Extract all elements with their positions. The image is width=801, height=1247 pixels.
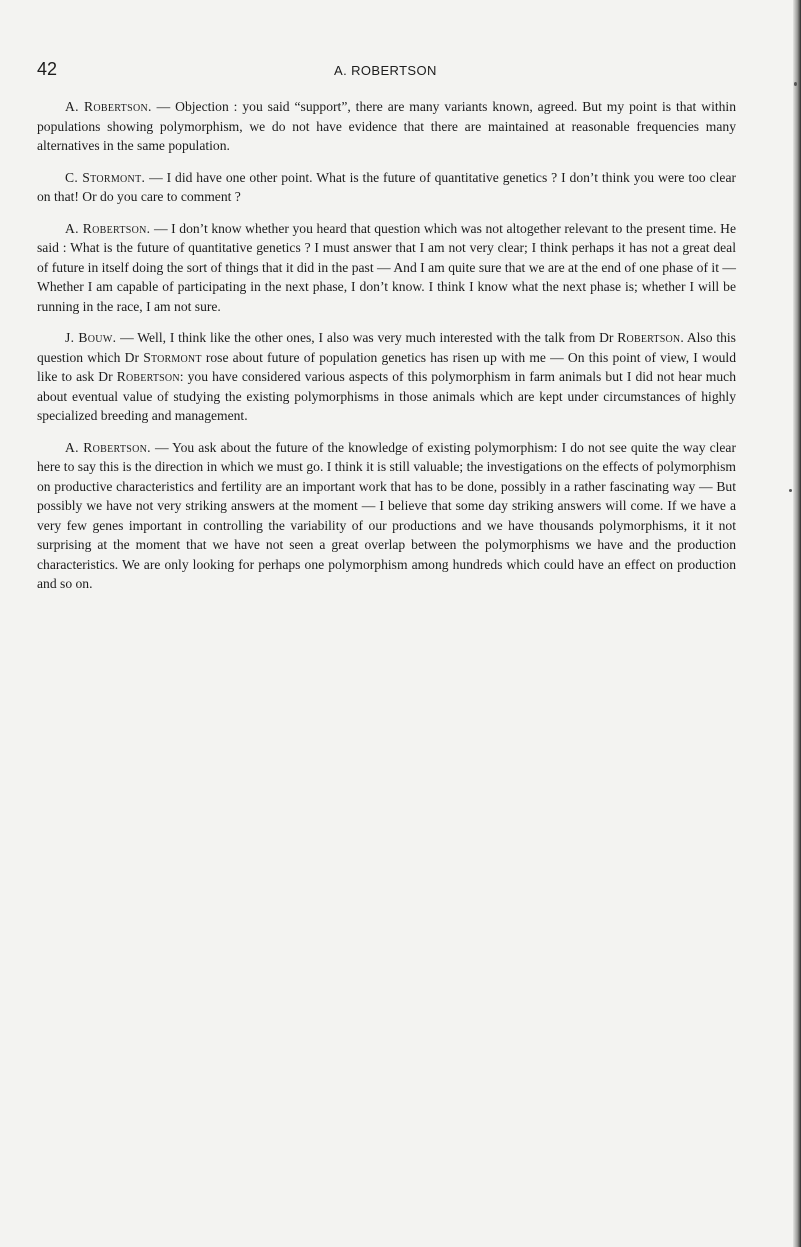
paragraph-text: — You ask about the future of the knowledge of existing polymorphism: I do not see quite the way clear here to say this is the direction in which we must go. I think it is still valuable; the investigations on the effects of polymorphism on productive characteristics and fertility are an important work that has to be done, possibly in a rather fascinating way — But possibly we have not very striking answers at the moment — I believe that some day striking answers will come. If we have a very few genes important in controlling the variability of our productions and we have thousands polymorphisms, it it not surprising at the moment that we have not seen a great overlap between the polymorphisms we have and the production characteristics. We are only looking for perhaps one polymorphism among hundreds which could have an effect on production and so on.	[37, 439, 736, 591]
cited-name: Stormont	[143, 349, 202, 365]
paragraph-text: — I did have one other point. What is the future of quantitative genetics ? I don’t think you were too clear on that! Or do you care to comment ?	[37, 169, 737, 204]
paragraph-text: . Also this question which Dr	[37, 330, 736, 365]
speaker-name: J. Bouw.	[65, 330, 117, 345]
speaker-name: C. Stormont.	[65, 169, 146, 185]
running-head: A. ROBERTSON	[334, 63, 437, 78]
paragraph-text: — I don’t know whether you heard that question which was not altogether relevant to the present time. He said : What is the future of quantitative genetics ? I must answer that I am not very clear; I think perhaps it has not a great deal of future in itself doing the sort of things that it did in the past — And I am quite sure that we are at the end of one phase of it — Whether I am capable of participating in the next phase, I don’t know. I think I know what the next phase is; whether I will be running in the race, I am not sure.	[37, 220, 736, 314]
paragraph-text: : you have considered various aspects of this polymorphism in farm animals but I did not hear much about eventual value of studying the existing polymorphisms in those animals which are kept under circumstances of highly specialized breeding and management.	[37, 369, 736, 423]
page-binding-edge	[793, 0, 801, 1247]
paragraph	[37, 438, 736, 594]
scan-speck	[789, 489, 792, 492]
paragraph	[37, 168, 736, 207]
speaker-name: A. Robertson.	[65, 439, 151, 455]
discussion-text	[37, 97, 736, 606]
scan-speck	[794, 82, 797, 86]
speaker-name: A. Robertson.	[65, 220, 151, 236]
cited-name: Robertson	[116, 369, 180, 384]
paragraph-text: — Well, I think like the other ones, I also was very much interested with the talk from Dr	[120, 330, 618, 345]
paragraph-text: — Objection : you said “support”, there are many variants known, agreed. But my point is that within populations showing polymorphism, we do not have evidence that there are maintained at reasonable frequencies many alternatives in the same population.	[37, 99, 736, 153]
paragraph	[37, 219, 736, 317]
paragraph	[37, 97, 736, 156]
paragraph	[37, 328, 736, 426]
speaker-name: A. Robertson.	[65, 99, 152, 114]
cited-name: Robertson	[617, 330, 681, 345]
page-number: 42	[37, 59, 58, 79]
paragraph-text: rose about future of population genetics has risen up with me — On this point of view, I would like to ask Dr	[37, 349, 736, 384]
